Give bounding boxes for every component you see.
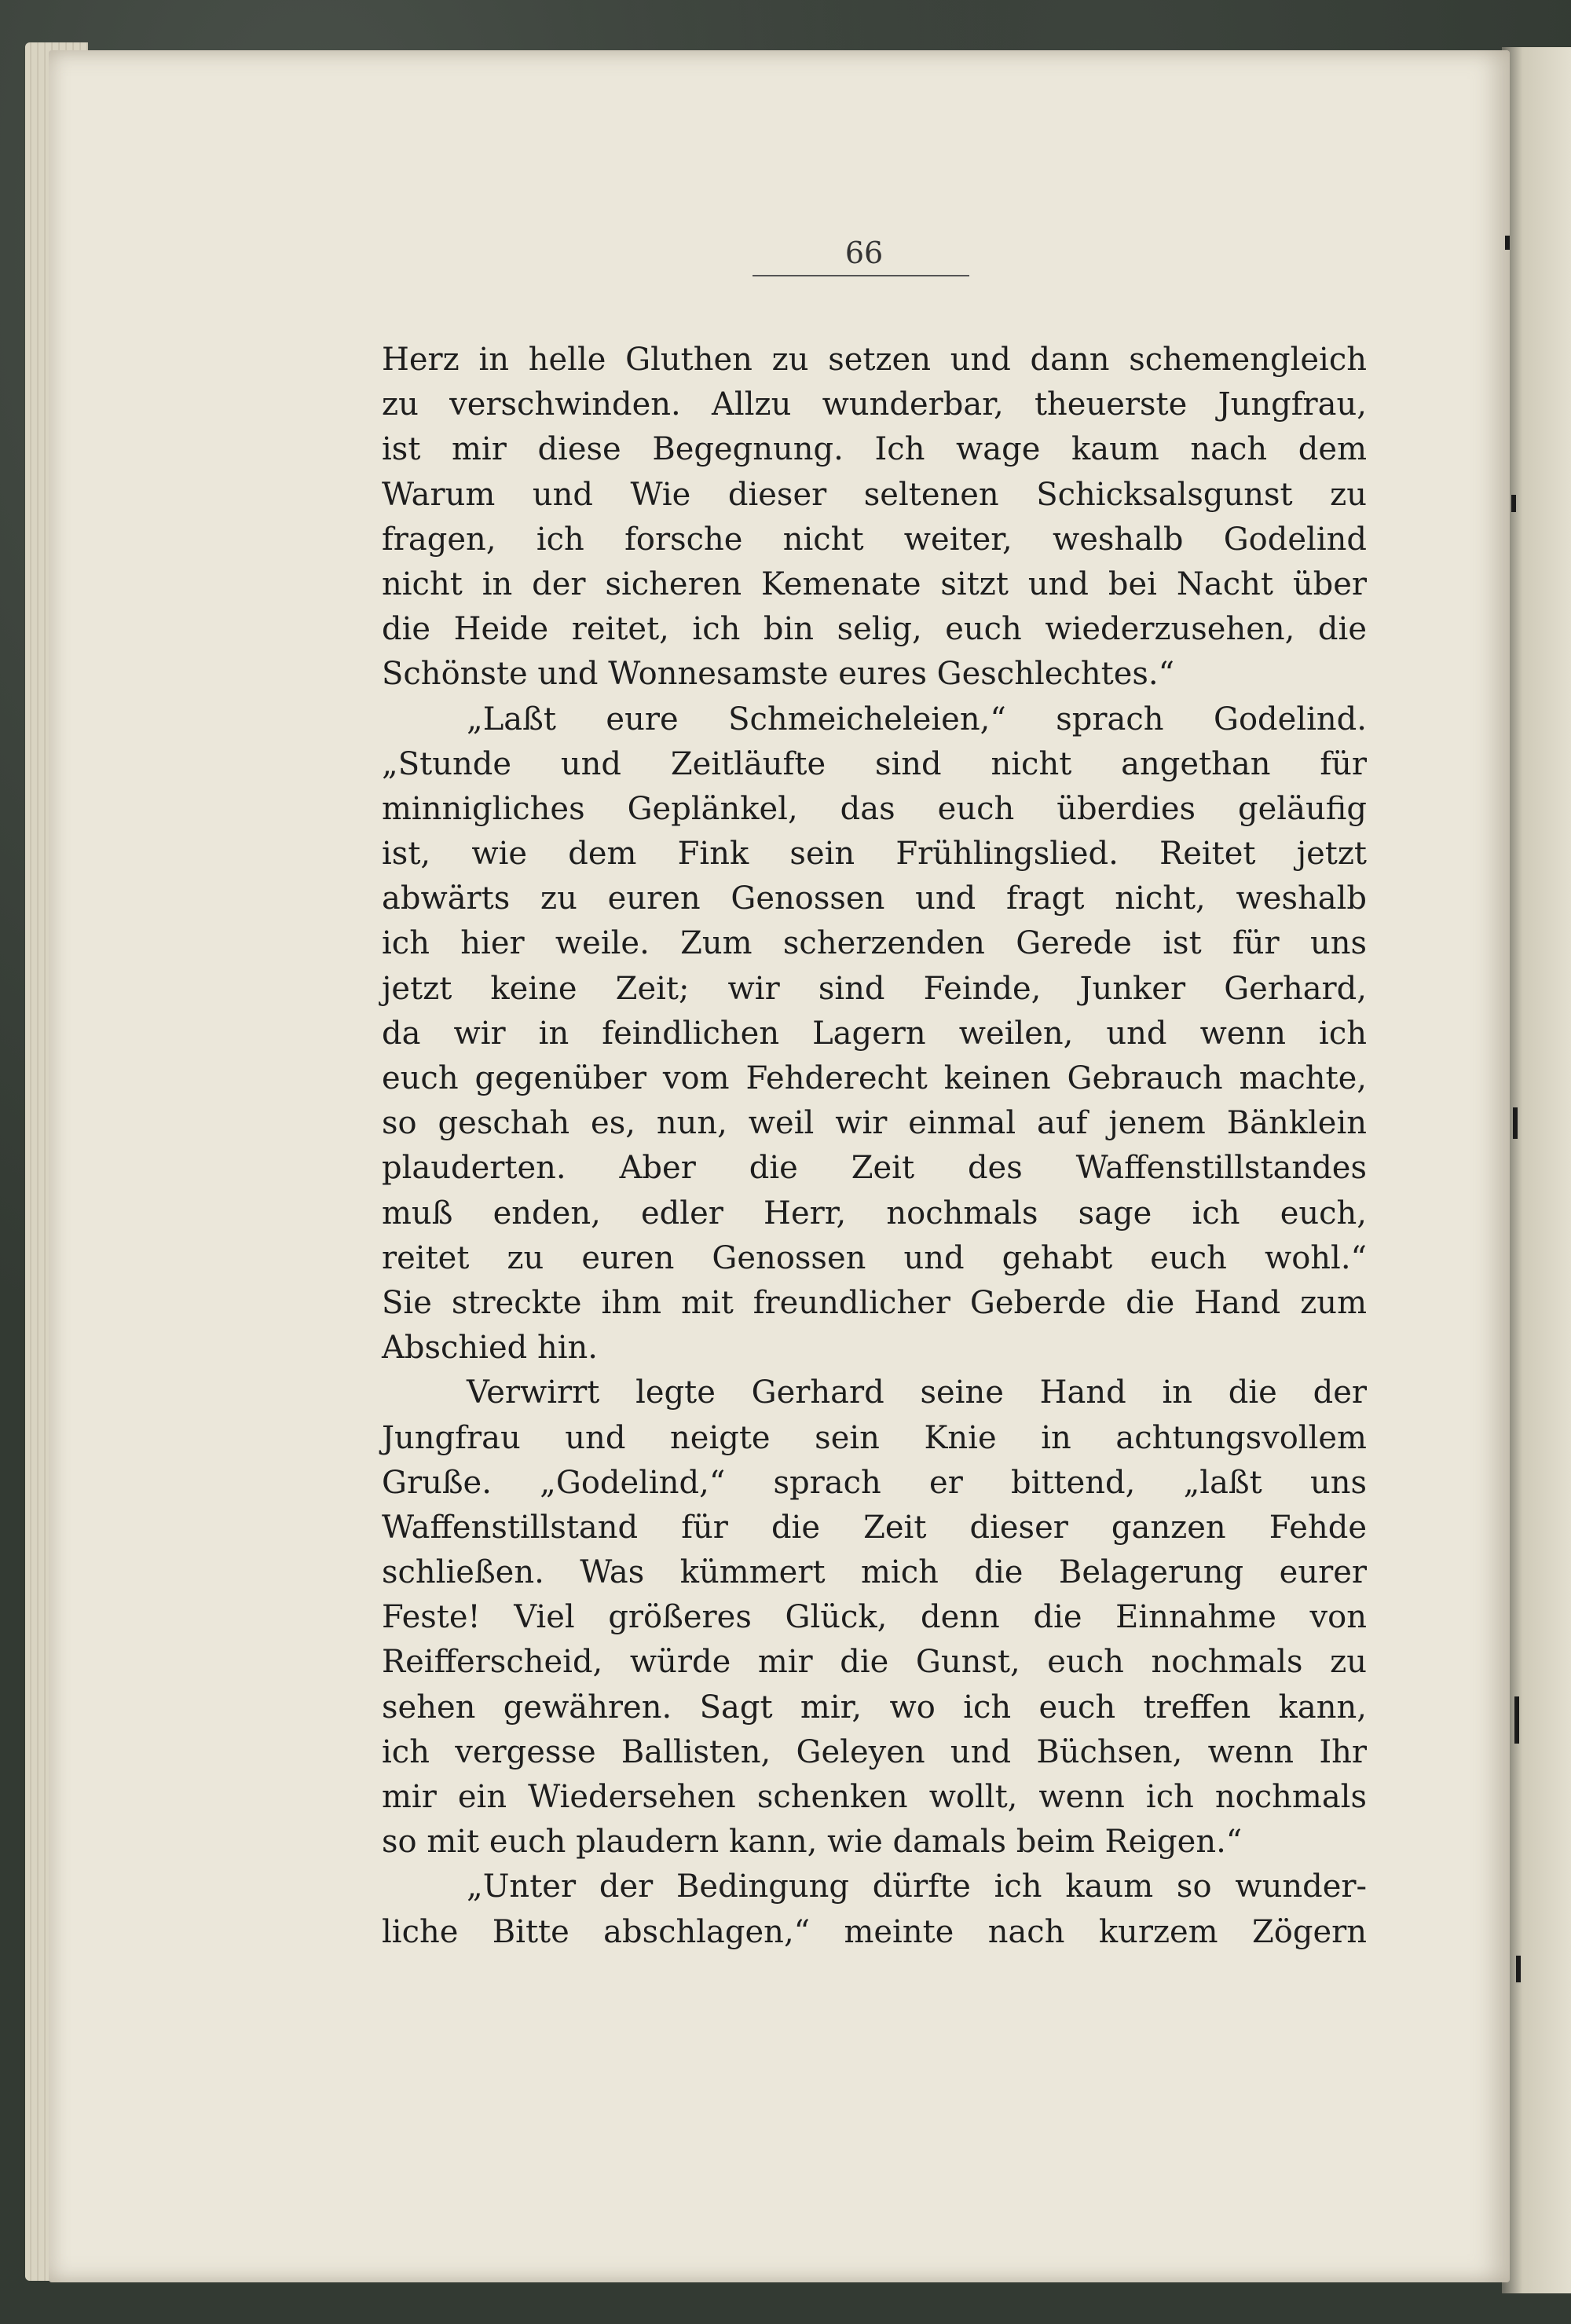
text-line: Waffenstillstand für die Zeit dieser ganzen Fehde xyxy=(382,1509,1367,1546)
text-line: ist, wie dem Fink sein Frühlingslied. Reitet jetzt xyxy=(382,836,1367,873)
binding-mark xyxy=(1514,1696,1519,1744)
adjacent-page-edge xyxy=(1502,47,1571,2293)
binding-mark xyxy=(1516,1956,1521,1982)
text-line: mir ein Wiedersehen schenken wollt, wenn ich nochmals xyxy=(382,1779,1367,1815)
text-line: euch gegenüber vom Fehderecht keinen Gebrauch machte, xyxy=(382,1060,1367,1096)
text-line: nicht in der sicheren Kemenate sitzt und bei Nacht über xyxy=(382,565,1367,602)
text-line: sehen gewähren. Sagt mir, wo ich euch treffen kann, xyxy=(382,1689,1367,1726)
text-line: Abschied hin. xyxy=(382,1330,598,1367)
text-line: „Laßt eure Schmeicheleien,“ sprach Godelind. xyxy=(467,701,1367,737)
text-line: ich vergesse Ballisten, Geleyen und Büchsen, wenn Ihr xyxy=(382,1733,1367,1770)
text-line: muß enden, edler Herr, nochmals sage ich euch, xyxy=(382,1195,1367,1232)
text-line: minnigliches Geplänkel, das euch überdies geläufig xyxy=(382,790,1367,827)
text-line: Jungfrau und neigte sein Knie in achtungsvollem xyxy=(382,1419,1367,1456)
text-line: zu verschwinden. Allzu wunderbar, theuerste Jungfrau, xyxy=(382,386,1367,423)
text-line: „Stunde und Zeitläufte sind nicht angethan für xyxy=(382,745,1367,782)
text-line: da wir in feindlichen Lagern weilen, und wenn ich xyxy=(382,1015,1367,1052)
text-line: „Unter der Bedingung dürfte ich kaum so wunder- xyxy=(467,1868,1367,1905)
text-line: so mit euch plaudern kann, wie damals beim Reigen.“ xyxy=(382,1824,1243,1861)
text-line: reitet zu euren Genossen und gehabt euch wohl.“ xyxy=(382,1239,1367,1276)
binding-mark xyxy=(1513,1107,1518,1139)
text-line: die Heide reitet, ich bin selig, euch wiederzusehen, die xyxy=(382,611,1367,648)
text-line: schließen. Was kümmert mich die Belagerung eurer xyxy=(382,1554,1367,1591)
text-line: jetzt keine Zeit; wir sind Feinde, Junker Gerhard, xyxy=(382,970,1367,1007)
text-line: ist mir diese Begegnung. Ich wage kaum nach dem xyxy=(382,431,1367,468)
text-line: Warum und Wie dieser seltenen Schicksalsgunst zu xyxy=(382,476,1367,513)
body-text xyxy=(382,338,1367,1955)
text-line: liche Bitte abschlagen,“ meinte nach kurzem Zögern xyxy=(382,1913,1367,1950)
text-line: Reifferscheid, würde mir die Gunst, euch nochmals zu xyxy=(382,1644,1367,1681)
text-line: Feste! Viel größeres Glück, denn die Einnahme von xyxy=(382,1599,1367,1636)
text-line: plauderten. Aber die Zeit des Waffenstillstandes xyxy=(382,1150,1367,1187)
binding-mark xyxy=(1505,236,1510,250)
text-line: Gruße. „Godelind,“ sprach er bittend, „laßt uns xyxy=(382,1464,1367,1501)
text-line: Schönste und Wonnesamste eures Geschlechtes.“ xyxy=(382,656,1175,693)
header-rule xyxy=(753,275,969,276)
text-line: Herz in helle Gluthen zu setzen und dann schemengleich xyxy=(382,342,1367,378)
text-line: abwärts zu euren Genossen und fragt nicht, weshalb xyxy=(382,880,1367,917)
page-number: 66 xyxy=(844,236,884,270)
text-line: Sie streckte ihm mit freundlicher Geberde die Hand zum xyxy=(382,1284,1367,1321)
text-line: ich hier weile. Zum scherzenden Gerede ist für uns xyxy=(382,925,1367,962)
binding-mark xyxy=(1511,495,1516,512)
text-line: fragen, ich forsche nicht weiter, weshalb Godelind xyxy=(382,521,1367,558)
text-line: so geschah es, nun, weil wir einmal auf jenem Bänklein xyxy=(382,1105,1367,1142)
text-line: Verwirrt legte Gerhard seine Hand in die der xyxy=(467,1374,1367,1411)
